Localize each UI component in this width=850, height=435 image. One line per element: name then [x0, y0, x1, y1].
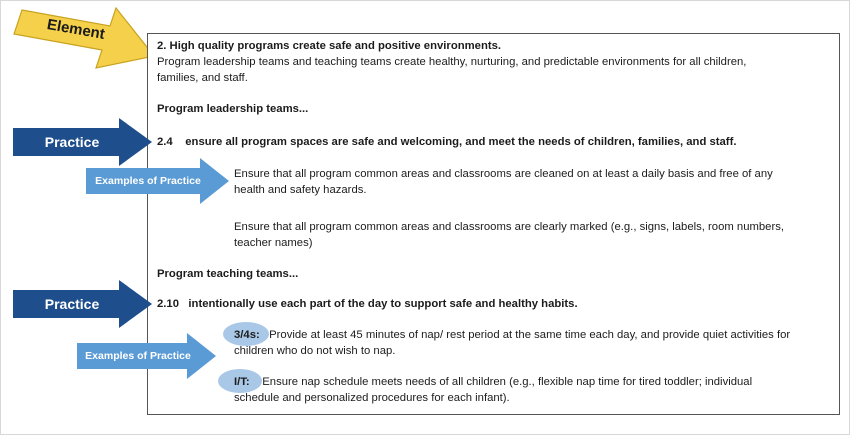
example-tag-3-4s: 3/4s:	[234, 329, 260, 341]
teaching-example-1-line2: children who do not wish to nap.	[234, 345, 396, 357]
teaching-example-2-line2: schedule and personalized procedures for each infant).	[234, 392, 510, 404]
teaching-practice-text: 2.10 intentionally use each part of the day to support safe and healthy habits.	[157, 298, 578, 310]
practice-arrow-teaching	[13, 280, 153, 328]
examples-arrow-label: Examples of Practice	[85, 350, 191, 362]
leadership-example-1-line2: health and safety hazards.	[234, 184, 367, 196]
element-arrow	[8, 6, 158, 70]
practice-arrow-label: Practice	[44, 134, 100, 150]
leadership-example-1-line1: Ensure that all program common areas and classrooms are cleaned on at least a daily basis and free of any	[234, 168, 773, 180]
teaching-heading: Program teaching teams...	[157, 268, 299, 280]
practice-arrow-label: Practice	[44, 296, 100, 312]
leadership-heading: Program leadership teams...	[157, 103, 309, 115]
teaching-example-1-line1: Provide at least 45 minutes of nap/ rest period at the same time each day, and provide quiet activities for	[266, 329, 791, 341]
examples-arrow-label: Examples of Practice	[95, 175, 201, 187]
element-arrow-label: Element	[45, 15, 107, 43]
element-description-cont: families, and staff.	[157, 72, 248, 84]
example-tag-i-t: I/T:	[234, 376, 250, 388]
leadership-example-2-line2: teacher names)	[234, 237, 313, 249]
element-heading: 2. High quality programs create safe and positive environments.	[157, 40, 502, 52]
leadership-example-2-line1: Ensure that all program common areas and classrooms are clearly marked (e.g., signs, labels, room numbers,	[234, 221, 785, 233]
teaching-example-2-line1: Ensure nap schedule meets needs of all children (e.g., flexible nap time for tired toddler; individual	[256, 376, 753, 388]
examples-arrow-leadership	[86, 158, 230, 204]
leadership-practice-text: 2.4 ensure all program spaces are safe and welcoming, and meet the needs of children, families, and staff.	[157, 136, 737, 148]
element-description: Program leadership teams and teaching teams create healthy, nurturing, and predictable environments for all children,	[157, 56, 747, 68]
examples-arrow-teaching	[77, 333, 217, 379]
